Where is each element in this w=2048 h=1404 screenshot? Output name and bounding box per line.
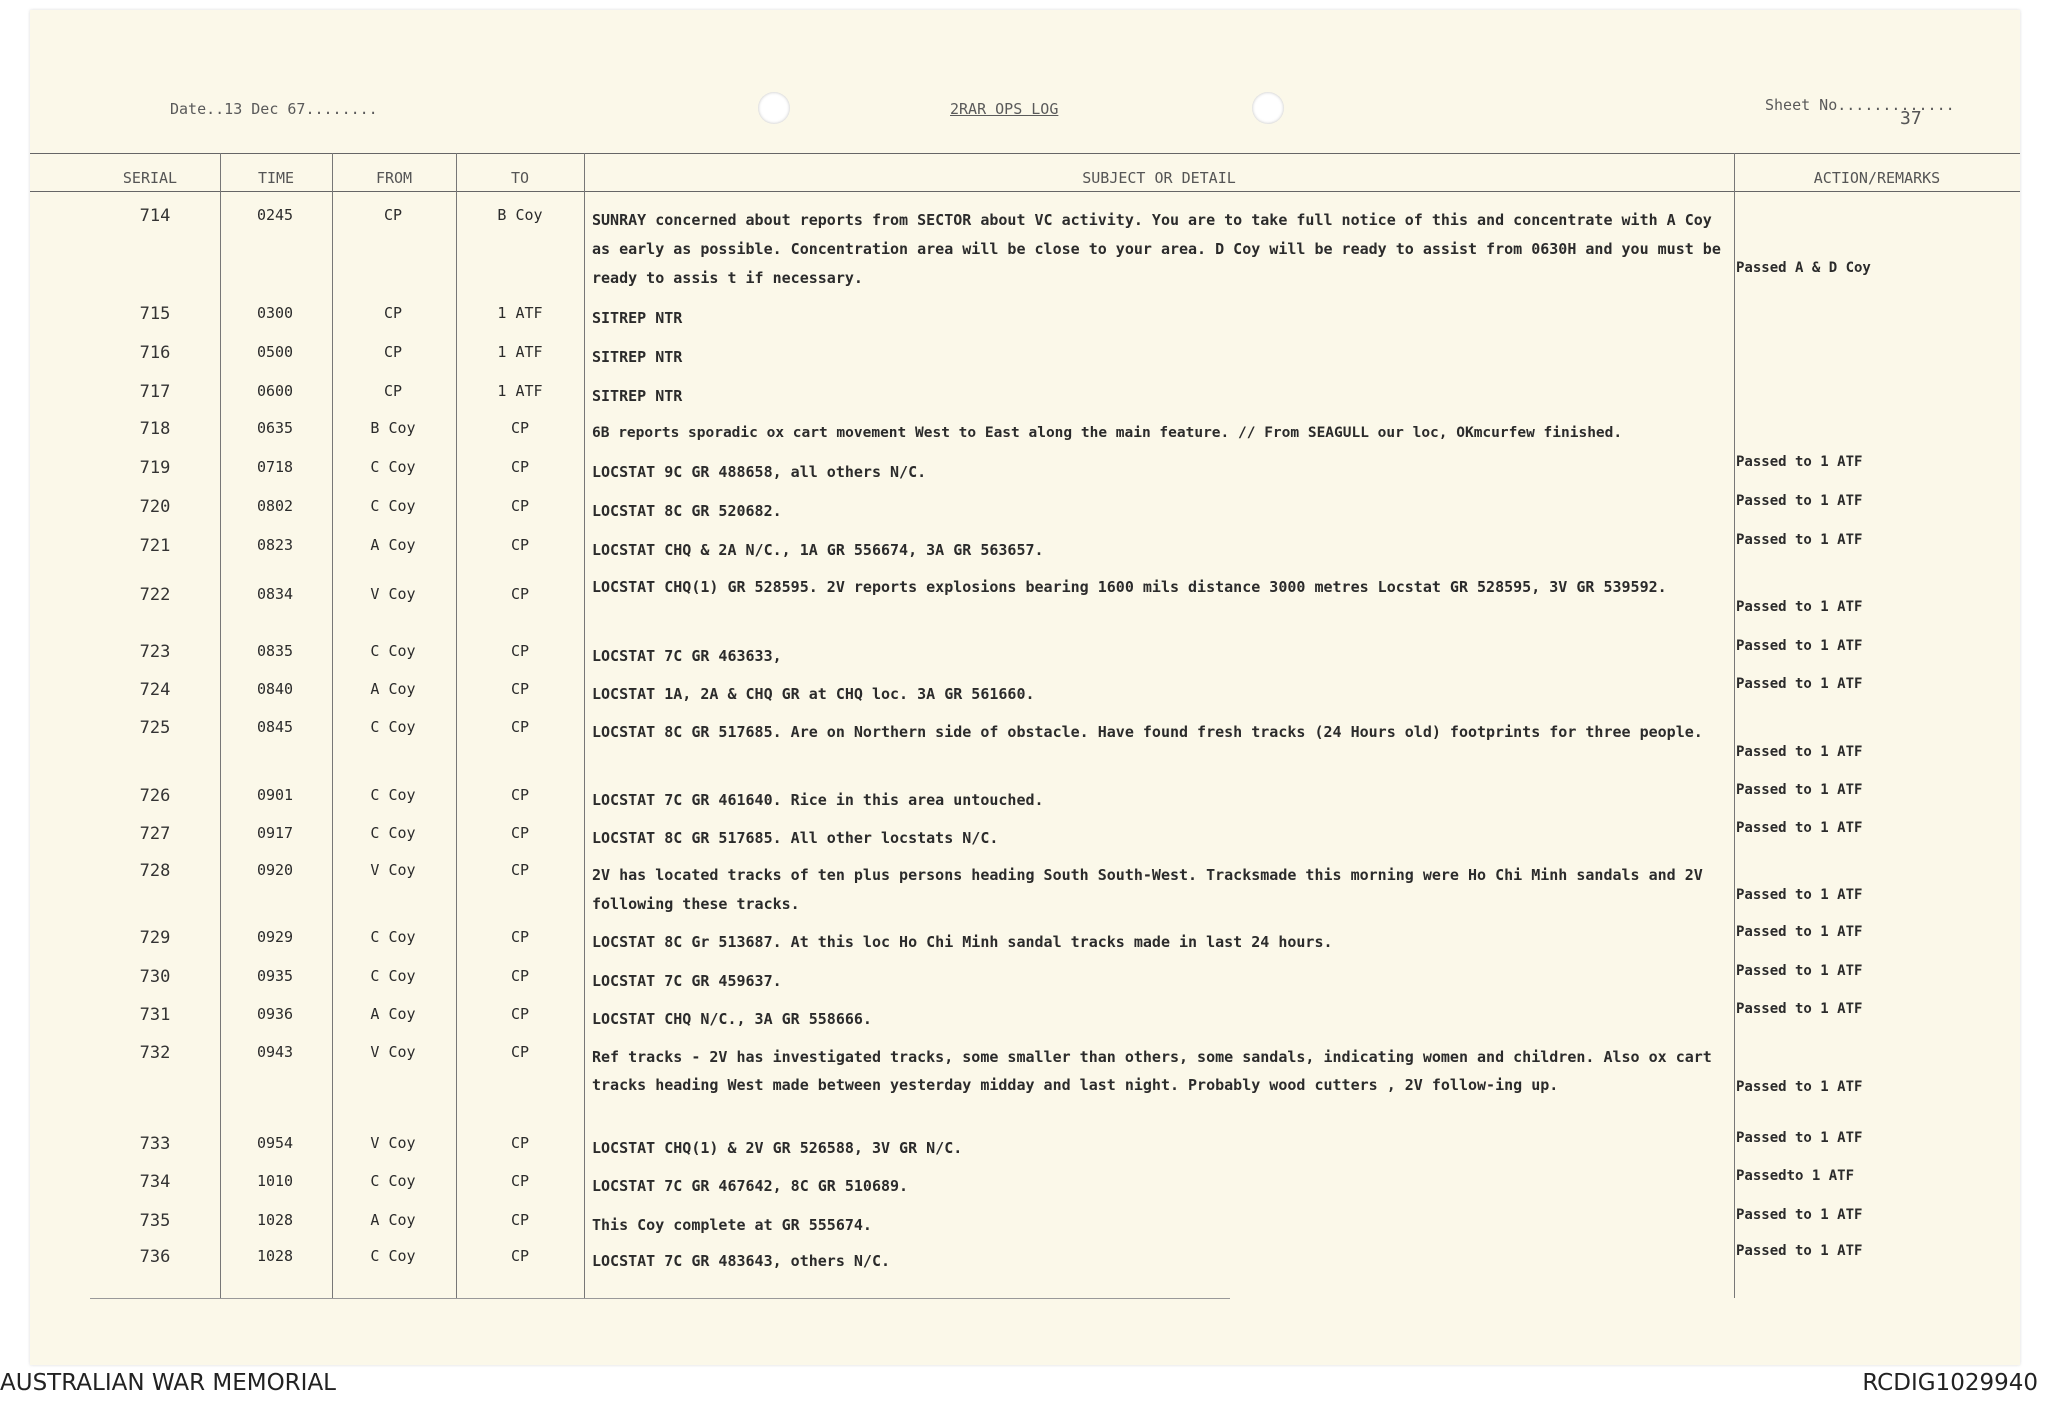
row-time: 0917 bbox=[256, 824, 294, 842]
row-from: V Coy bbox=[370, 1134, 416, 1152]
row-action: Passed to 1 ATF bbox=[1736, 454, 1863, 470]
row-to: 1 ATF bbox=[497, 304, 543, 322]
row-serial: 733 bbox=[139, 1134, 171, 1154]
row-detail: LOCSTAT CHQ N/C., 3A GR 558666. bbox=[592, 1010, 872, 1028]
row-from: C Coy bbox=[370, 928, 416, 946]
row-time: 0834 bbox=[256, 585, 294, 603]
row-to: CP bbox=[510, 497, 530, 515]
row-detail: LOCSTAT CHQ & 2A N/C., 1A GR 556674, 3A GR 563657. bbox=[592, 541, 1044, 559]
row-serial: 714 bbox=[139, 206, 171, 226]
row-serial: 727 bbox=[139, 824, 171, 844]
row-time: 0500 bbox=[256, 343, 294, 361]
row-action: Passed to 1 ATF bbox=[1736, 638, 1863, 654]
row-to: CP bbox=[510, 824, 530, 842]
col-header-serial: SERIAL bbox=[122, 169, 178, 187]
row-time: 0802 bbox=[256, 497, 294, 515]
row-action: Passedto 1 ATF bbox=[1736, 1168, 1855, 1184]
row-to: CP bbox=[510, 1211, 530, 1229]
row-to: B Coy bbox=[497, 206, 543, 224]
row-to: CP bbox=[510, 967, 530, 985]
punch-hole-left bbox=[758, 92, 790, 124]
row-from: A Coy bbox=[370, 1211, 416, 1229]
row-time: 0935 bbox=[256, 967, 294, 985]
row-to: CP bbox=[510, 786, 530, 804]
row-serial: 716 bbox=[139, 343, 171, 363]
row-serial: 731 bbox=[139, 1005, 171, 1025]
row-time: 1010 bbox=[256, 1172, 294, 1190]
row-serial: 728 bbox=[139, 861, 171, 881]
row-serial: 734 bbox=[139, 1172, 171, 1192]
row-to: CP bbox=[510, 1247, 530, 1265]
footer-reference: RCDIG1029940 bbox=[1862, 1370, 2038, 1396]
row-serial: 722 bbox=[139, 585, 171, 605]
row-time: 0901 bbox=[256, 786, 294, 804]
row-detail: This Coy complete at GR 555674. bbox=[592, 1216, 872, 1234]
row-to: CP bbox=[510, 861, 530, 879]
row-time: 0635 bbox=[256, 419, 294, 437]
row-serial: 723 bbox=[139, 642, 171, 662]
row-from: C Coy bbox=[370, 786, 416, 804]
row-to: CP bbox=[510, 1005, 530, 1023]
sheet-number: 37 bbox=[1900, 108, 1922, 129]
row-action: Passed to 1 ATF bbox=[1736, 1243, 1863, 1259]
sheet-number-label: Sheet No............. bbox=[1765, 96, 1955, 114]
log-sheet bbox=[30, 10, 2020, 1365]
row-from: A Coy bbox=[370, 536, 416, 554]
row-to: CP bbox=[510, 536, 530, 554]
row-action: Passed to 1 ATF bbox=[1736, 820, 1863, 836]
row-serial: 715 bbox=[139, 304, 171, 324]
row-detail: LOCSTAT 1A, 2A & CHQ GR at CHQ loc. 3A GR 561660. bbox=[592, 685, 1035, 703]
row-from: B Coy bbox=[370, 419, 416, 437]
row-serial: 724 bbox=[139, 680, 171, 700]
row-to: CP bbox=[510, 1172, 530, 1190]
row-to: 1 ATF bbox=[497, 343, 543, 361]
row-to: CP bbox=[510, 1043, 530, 1061]
row-to: 1 ATF bbox=[497, 382, 543, 400]
row-from: C Coy bbox=[370, 642, 416, 660]
row-from: CP bbox=[383, 343, 403, 361]
row-time: 0600 bbox=[256, 382, 294, 400]
row-action: Passed to 1 ATF bbox=[1736, 599, 1863, 615]
punch-hole-right bbox=[1252, 92, 1284, 124]
row-from: CP bbox=[383, 382, 403, 400]
row-detail: LOCSTAT 7C GR 463633, bbox=[592, 647, 782, 665]
row-time: 1028 bbox=[256, 1211, 294, 1229]
row-from: C Coy bbox=[370, 967, 416, 985]
row-action: Passed to 1 ATF bbox=[1736, 532, 1863, 548]
row-from: V Coy bbox=[370, 861, 416, 879]
row-action: Passed to 1 ATF bbox=[1736, 744, 1863, 760]
row-serial: 730 bbox=[139, 967, 171, 987]
row-action: Passed to 1 ATF bbox=[1736, 1130, 1863, 1146]
row-from: V Coy bbox=[370, 1043, 416, 1061]
row-serial: 726 bbox=[139, 786, 171, 806]
row-action: Passed to 1 ATF bbox=[1736, 782, 1863, 798]
row-action: Passed to 1 ATF bbox=[1736, 924, 1863, 940]
row-to: CP bbox=[510, 642, 530, 660]
row-time: 1028 bbox=[256, 1247, 294, 1265]
col-divider-detail bbox=[584, 153, 585, 1298]
row-detail: SITREP NTR bbox=[592, 309, 683, 327]
row-detail: SITREP NTR bbox=[592, 348, 683, 366]
col-header-time: TIME bbox=[257, 169, 295, 187]
row-to: CP bbox=[510, 585, 530, 603]
row-from: C Coy bbox=[370, 1247, 416, 1265]
row-detail: SUNRAY concerned about reports from SECTOR about VC activity. You are to take full notice of this and concentrate with A Coy as early as possible. Concentration area will be close to your area. D Coy will be ready to assist from 0630H and you must be ready to assis t if necessary. bbox=[592, 211, 1721, 287]
footer-institution: AUSTRALIAN WAR MEMORIAL bbox=[0, 1370, 336, 1396]
row-serial: 729 bbox=[139, 928, 171, 948]
row-detail: LOCSTAT 7C GR 459637. bbox=[592, 972, 782, 990]
row-from: C Coy bbox=[370, 458, 416, 476]
row-time: 0840 bbox=[256, 680, 294, 698]
row-action: Passed A & D Coy bbox=[1736, 260, 1871, 276]
row-detail: LOCSTAT 8C GR 517685. All other locstats N/C. bbox=[592, 829, 999, 847]
row-to: CP bbox=[510, 928, 530, 946]
row-serial: 736 bbox=[139, 1247, 171, 1267]
row-to: CP bbox=[510, 680, 530, 698]
row-to: CP bbox=[510, 419, 530, 437]
row-serial: 721 bbox=[139, 536, 171, 556]
row-detail: LOCSTAT 7C GR 467642, 8C GR 510689. bbox=[592, 1177, 909, 1195]
row-serial: 719 bbox=[139, 458, 171, 478]
row-time: 0823 bbox=[256, 536, 294, 554]
row-serial: 725 bbox=[139, 718, 171, 738]
row-action: Passed to 1 ATF bbox=[1736, 493, 1863, 509]
row-from: CP bbox=[383, 206, 403, 224]
row-detail: LOCSTAT 7C GR 461640. Rice in this area untouched. bbox=[592, 791, 1044, 809]
row-from: V Coy bbox=[370, 585, 416, 603]
col-header-detail: SUBJECT OR DETAIL bbox=[1082, 169, 1236, 187]
row-time: 0718 bbox=[256, 458, 294, 476]
row-detail: Ref tracks - 2V has investigated tracks, some smaller than others, some sandals, indicating women and children. Also ox cart tracks heading West made between yesterday midday and last night. Probably wood cutters , 2V follow-ing up. bbox=[592, 1048, 1712, 1094]
row-to: CP bbox=[510, 718, 530, 736]
table-bottom-rule bbox=[90, 1298, 1230, 1299]
row-from: C Coy bbox=[370, 824, 416, 842]
row-serial: 718 bbox=[139, 419, 171, 439]
row-serial: 732 bbox=[139, 1043, 171, 1063]
row-from: CP bbox=[383, 304, 403, 322]
row-time: 0929 bbox=[256, 928, 294, 946]
col-divider-action bbox=[1734, 153, 1735, 1298]
row-time: 0845 bbox=[256, 718, 294, 736]
row-action: Passed to 1 ATF bbox=[1736, 963, 1863, 979]
row-to: CP bbox=[510, 1134, 530, 1152]
row-time: 0936 bbox=[256, 1005, 294, 1023]
row-detail: LOCSTAT 8C GR 517685. Are on Northern side of obstacle. Have found fresh tracks (24 Hours old) footprints for three people. bbox=[592, 723, 1703, 741]
log-title: 2RAR OPS LOG bbox=[950, 100, 1059, 118]
header-top-rule bbox=[30, 153, 2020, 154]
row-to: CP bbox=[510, 458, 530, 476]
row-detail: SITREP NTR bbox=[592, 387, 683, 405]
row-time: 0954 bbox=[256, 1134, 294, 1152]
row-action: Passed to 1 ATF bbox=[1736, 1207, 1863, 1223]
row-detail: 2V has located tracks of ten plus persons heading South South-West. Tracksmade this morning were Ho Chi Minh sandals and 2V following these tracks. bbox=[592, 866, 1703, 913]
row-from: C Coy bbox=[370, 718, 416, 736]
row-detail: 6B reports sporadic ox cart movement West to East along the main feature. // From SEAGULL our loc, OKmcurfew finished. bbox=[592, 425, 1623, 441]
row-detail: LOCSTAT CHQ(1) GR 528595. 2V reports explosions bearing 1600 mils distance 3000 metres Locstat GR 528595, 3V GR 539592. bbox=[592, 578, 1667, 596]
col-header-action: ACTION/REMARKS bbox=[1813, 169, 1941, 187]
row-time: 0943 bbox=[256, 1043, 294, 1061]
row-from: A Coy bbox=[370, 1005, 416, 1023]
row-from: C Coy bbox=[370, 497, 416, 515]
row-detail: LOCSTAT 7C GR 483643, others N/C. bbox=[592, 1252, 891, 1270]
row-action: Passed to 1 ATF bbox=[1736, 1001, 1863, 1017]
row-time: 0835 bbox=[256, 642, 294, 660]
date-field: Date..13 Dec 67........ bbox=[170, 100, 378, 118]
header-bottom-rule bbox=[30, 191, 2020, 192]
row-time: 0300 bbox=[256, 304, 294, 322]
row-action: Passed to 1 ATF bbox=[1736, 1079, 1863, 1095]
row-action: Passed to 1 ATF bbox=[1736, 676, 1863, 692]
row-serial: 735 bbox=[139, 1211, 171, 1231]
row-detail: LOCSTAT 8C GR 520682. bbox=[592, 502, 782, 520]
row-from: C Coy bbox=[370, 1172, 416, 1190]
row-detail: LOCSTAT 9C GR 488658, all others N/C. bbox=[592, 463, 927, 481]
row-action: Passed to 1 ATF bbox=[1736, 887, 1863, 903]
col-header-from: FROM bbox=[375, 169, 413, 187]
row-time: 0245 bbox=[256, 206, 294, 224]
col-header-to: TO bbox=[510, 169, 530, 187]
row-time: 0920 bbox=[256, 861, 294, 879]
row-serial: 720 bbox=[139, 497, 171, 517]
row-from: A Coy bbox=[370, 680, 416, 698]
row-detail: LOCSTAT CHQ(1) & 2V GR 526588, 3V GR N/C. bbox=[592, 1139, 963, 1157]
row-serial: 717 bbox=[139, 382, 171, 402]
row-detail: LOCSTAT 8C Gr 513687. At this loc Ho Chi Minh sandal tracks made in last 24 hours. bbox=[592, 933, 1333, 951]
